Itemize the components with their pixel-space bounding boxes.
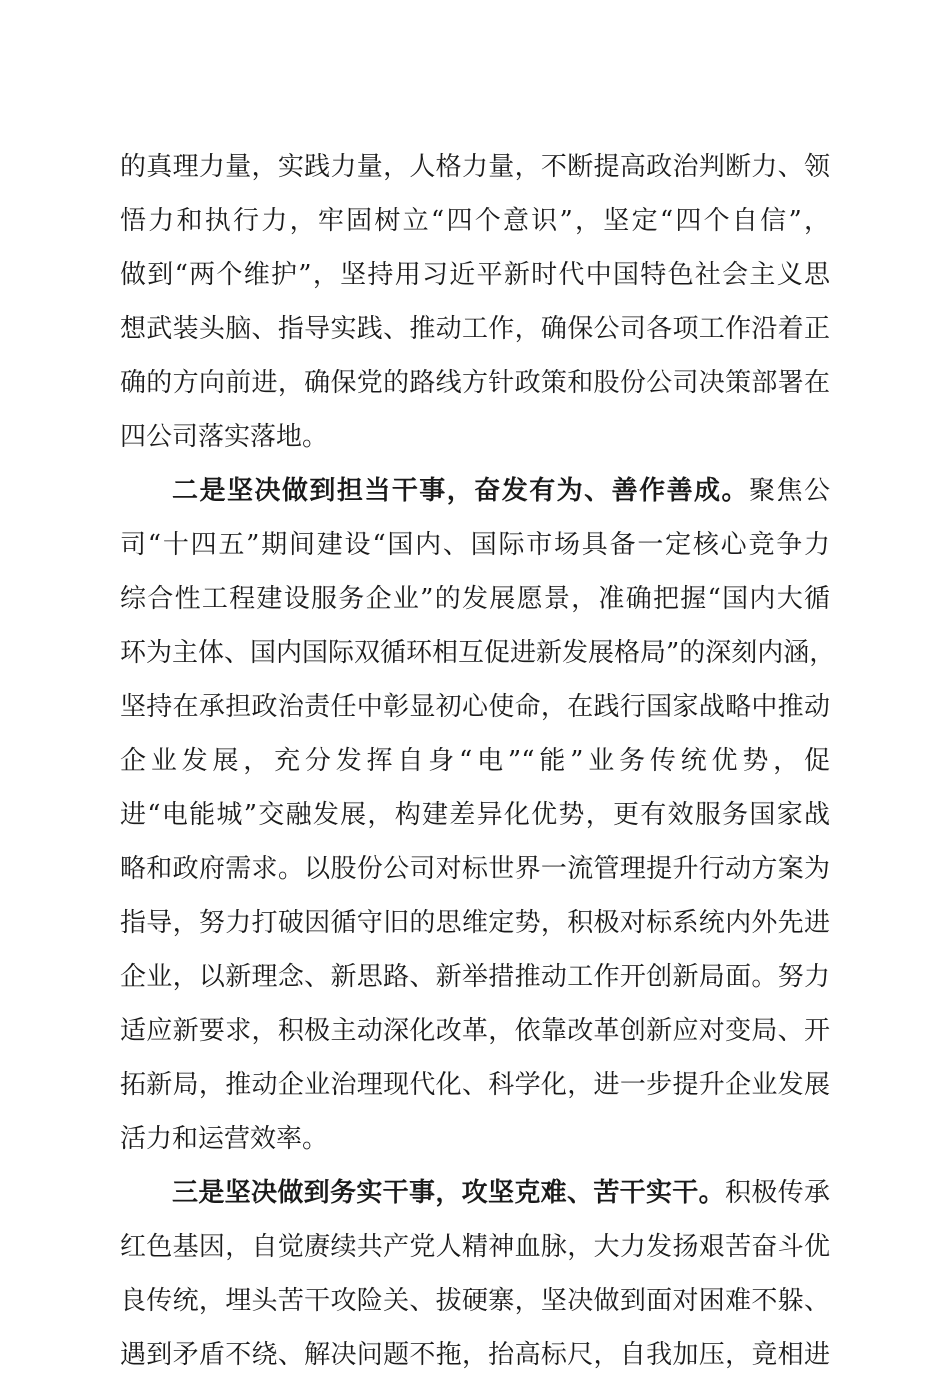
paragraph-1 (120, 140, 830, 464)
text-line: 的真理力量，实践力量，人格力量，不断提高政治判断力、领 (120, 152, 830, 182)
text-line: 拓新局，推动企业治理现代化、科学化，进一步提升企业发展 (120, 1070, 830, 1100)
text-line: 良传统，埋头苦干攻险关、拔硬寨，坚决做到面对困难不躲、 (120, 1286, 830, 1316)
text-line: 四公司落实落地。 (120, 422, 329, 452)
text-line: 适应新要求，积极主动深化改革，依靠改革创新应对变局、开 (120, 1016, 830, 1046)
text-line: 红色基因，自觉赓续共产党人精神血脉，大力发扬艰苦奋斗优 (120, 1232, 830, 1262)
text-line: 悟力和执行力，牢固树立“四个意识”，坚定“四个自信”， (120, 206, 830, 236)
paragraph-heading: 三是坚决做到务实干事，攻坚克难、苦干实干。 (172, 1178, 725, 1208)
text-line: 遇到矛盾不绕、解决问题不拖，抬高标尺，自我加压，竟相进 (120, 1340, 830, 1370)
text-line: 进“电能城”交融发展，构建差异化优势，更有效服务国家战 (120, 800, 830, 830)
text-line: 略和政府需求。以股份公司对标世界一流管理提升行动方案为 (120, 854, 830, 884)
paragraph-text: 积极传承 (724, 1178, 830, 1208)
paragraph-text: 聚焦公 (749, 476, 830, 506)
text-line: 指导，努力打破因循守旧的思维定势，积极对标系统内外先进 (120, 908, 830, 938)
text-line: 环为主体、国内国际双循环相互促进新发展格局”的深刻内涵， (120, 638, 836, 668)
paragraph-3 (120, 1166, 830, 1382)
text-line: 司“十四五”期间建设“国内、国际市场具备一定核心竞争力 (120, 530, 830, 560)
text-line: 活力和运营效率。 (120, 1124, 329, 1154)
text-line (120, 464, 830, 518)
text-line: 综合性工程建设服务企业”的发展愿景，准确把握“国内大循 (120, 584, 830, 614)
text-line: 确的方向前进，确保党的路线方针政策和股份公司决策部署在 (120, 368, 830, 398)
text-line: 企业，以新理念、新思路、新举措推动工作开创新局面。努力 (120, 962, 830, 992)
body-text (120, 140, 836, 1382)
text-line: 想武装头脑、指导实践、推动工作，确保公司各项工作沿着正 (120, 314, 830, 344)
text-line: 做到“两个维护”，坚持用习近平新时代中国特色社会主义思 (120, 260, 830, 290)
text-line: 坚持在承担政治责任中彰显初心使命，在践行国家战略中推动 (120, 692, 830, 722)
paragraph-2 (120, 464, 836, 1166)
text-line (120, 1166, 830, 1220)
text-line: 企业发展，充分发挥自身“电”“能”业务传统优势，促 (120, 746, 830, 776)
paragraph-heading: 二是坚决做到担当干事，奋发有为、善作善成。 (172, 476, 750, 506)
